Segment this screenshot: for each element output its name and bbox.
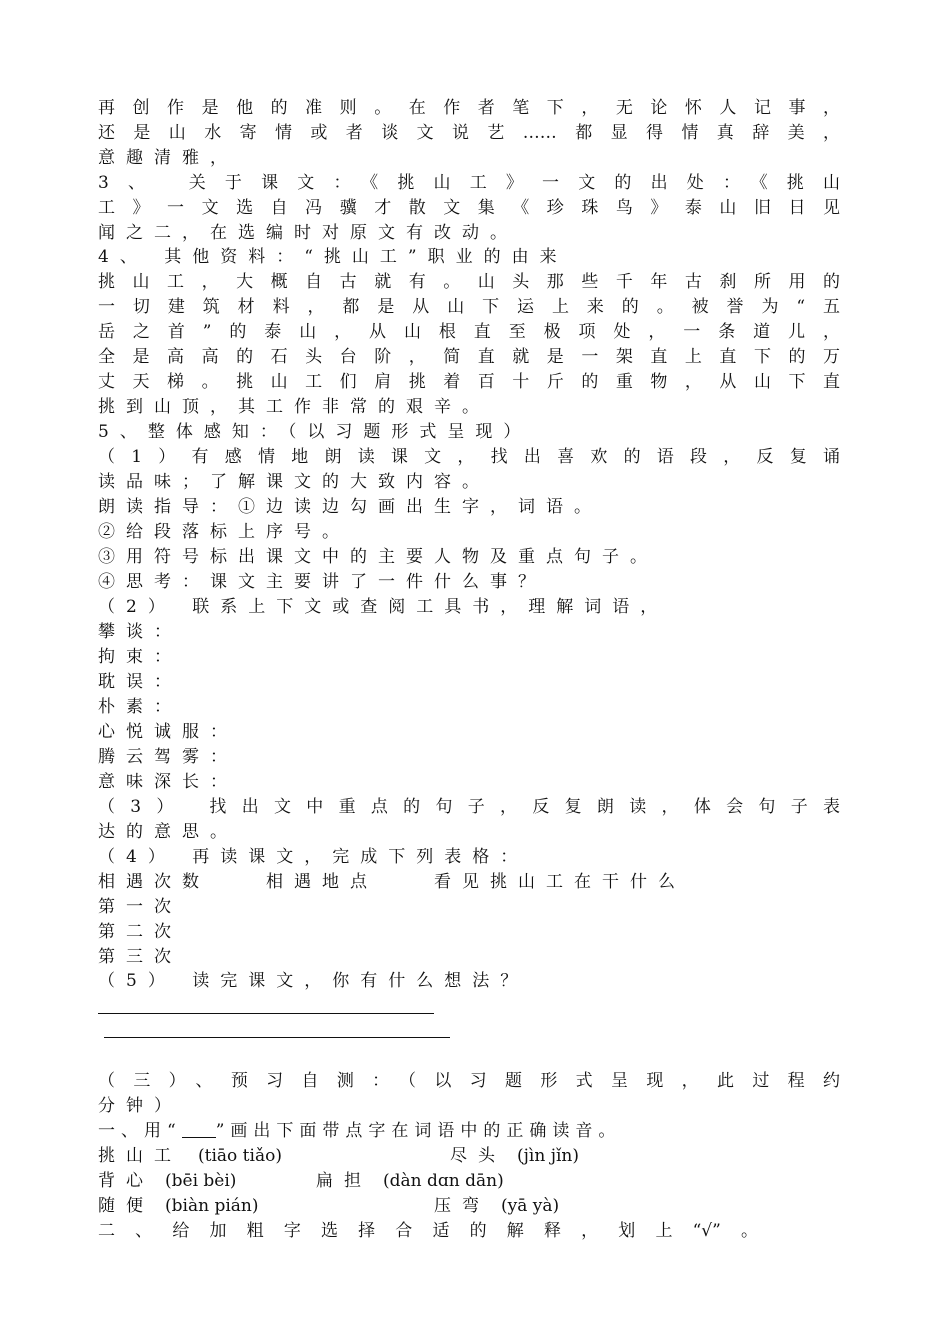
question-1-line: 读品味；了解课文的大致内容。 — [98, 472, 490, 492]
vocab-item: 攀谈： — [98, 622, 182, 642]
reading-guide-line: ④思考：课文主要讲了一件什么事？ — [98, 572, 546, 592]
pinyin-word: 挑山工 — [98, 1146, 182, 1166]
question-1-line: （1）有感情地朗读课文，找出喜欢的语段，反复诵 — [98, 447, 840, 467]
section-3-line: 闻之二，在选编时对原文有改动。 — [98, 223, 518, 243]
answer-blank-line — [104, 1037, 450, 1038]
underline-mark — [182, 1120, 216, 1138]
section-4-line: 挑到山顶，其工作非常的艰辛。 — [98, 397, 490, 417]
vocab-item: 心悦诚服： — [98, 722, 238, 742]
section-4-title: 4、 其他资料：“挑山工”职业的由来 — [98, 247, 568, 267]
pinyin-options: (tiāo tiǎo) — [198, 1146, 282, 1166]
vocab-item: 耽误： — [98, 672, 182, 692]
vocab-item: 意味深长： — [98, 772, 238, 792]
section-4-line: 岳之首”的泰山，从山根直至极项处，一条道儿， — [98, 322, 840, 342]
pinyin-row — [98, 1194, 840, 1219]
question-3-line: （3） 找出文中重点的句子，反复朗读，体会句子表 — [98, 797, 840, 817]
section-4-line: 丈天梯。挑山工们肩挑着百十斤的重物，从山下直 — [98, 372, 840, 392]
question-5: （5） 读完课文，你有什么想法？ — [98, 971, 529, 991]
pinyin-word: 压弯 — [434, 1196, 490, 1216]
table-header-cell: 看见挑山工在干什么 — [434, 872, 686, 892]
section-3-line: 3、 关于课文：《挑山工》一文的出处：《挑山 — [98, 173, 840, 193]
vocab-item: 腾云驾雾： — [98, 747, 238, 767]
reading-guide-line: ③用符号标出课文中的主要人物及重点句子。 — [98, 547, 658, 567]
pinyin-options: (dàn dɑn dān) — [383, 1171, 504, 1191]
table-row: 第一次 — [98, 897, 182, 917]
pinyin-word: 随便 — [98, 1196, 154, 1216]
pretest-heading-line: （三）、预习自测：（以习题形式呈现，此过程约 — [98, 1071, 840, 1091]
section-3-line: 工》一文选自冯骥才散文集《珍珠鸟》泰山旧日见 — [98, 198, 840, 218]
table-header-cell: 相遇地点 — [266, 872, 378, 892]
answer-blank-line — [98, 1013, 434, 1014]
pinyin-word: 扁担 — [316, 1171, 372, 1191]
pretest-heading-line: 分钟） — [98, 1096, 182, 1116]
exercise-1-text: ”画出下面带点字在词语中的正确读音。 — [215, 1121, 622, 1141]
pinyin-word: 背心 — [98, 1171, 154, 1191]
pinyin-options: (biàn pián) — [165, 1196, 259, 1216]
section-4-line: 挑山工，大概自古就有。山头那些千年古刹所用的 — [98, 272, 840, 292]
pinyin-word: 尽头 — [450, 1146, 506, 1166]
vocab-item: 拘束： — [98, 647, 182, 667]
table-header-cell: 相遇次数 — [98, 872, 210, 892]
question-3-line: 达的意思。 — [98, 822, 238, 842]
exercise-2: 二、给加粗字选择合适的解释，划上“√”。 — [98, 1221, 758, 1241]
table-row: 第三次 — [98, 947, 182, 967]
pinyin-options: (bēi bèi) — [165, 1171, 237, 1191]
pinyin-options: (jìn jǐn) — [517, 1146, 579, 1166]
section-5-title: 5、整体感知：（以习题形式呈现） — [98, 422, 532, 442]
pinyin-row — [98, 1144, 840, 1169]
paragraph-line: 还是山水寄情或者谈文说艺……都显得情真辞美， — [98, 123, 840, 143]
paragraph-line: 意趣清雅， — [98, 148, 238, 168]
question-4: （4） 再读课文，完成下列表格： — [98, 847, 529, 867]
pinyin-options: (yā yà) — [501, 1196, 560, 1216]
reading-guide-line: 朗读指导：①边读边勾画出生字，词语。 — [98, 497, 602, 517]
table-header-row — [98, 870, 840, 895]
question-2: （2） 联系上下文或查阅工具书，理解词语， — [98, 597, 669, 617]
exercise-1 — [98, 1119, 840, 1144]
exercise-1-text: 一、用“ — [98, 1121, 182, 1141]
pinyin-row — [98, 1169, 840, 1194]
paragraph-line: 再创作是他的准则。在作者笔下，无论怀人记事， — [98, 98, 840, 118]
section-4-line: 一切建筑材料，都是从山下运上来的。被誉为“五 — [98, 297, 840, 317]
table-row: 第二次 — [98, 922, 182, 942]
section-4-line: 全是高高的石头台阶，简直就是一架直上直下的万 — [98, 347, 840, 367]
vocab-item: 朴素： — [98, 697, 182, 717]
reading-guide-line: ②给段落标上序号。 — [98, 522, 350, 542]
